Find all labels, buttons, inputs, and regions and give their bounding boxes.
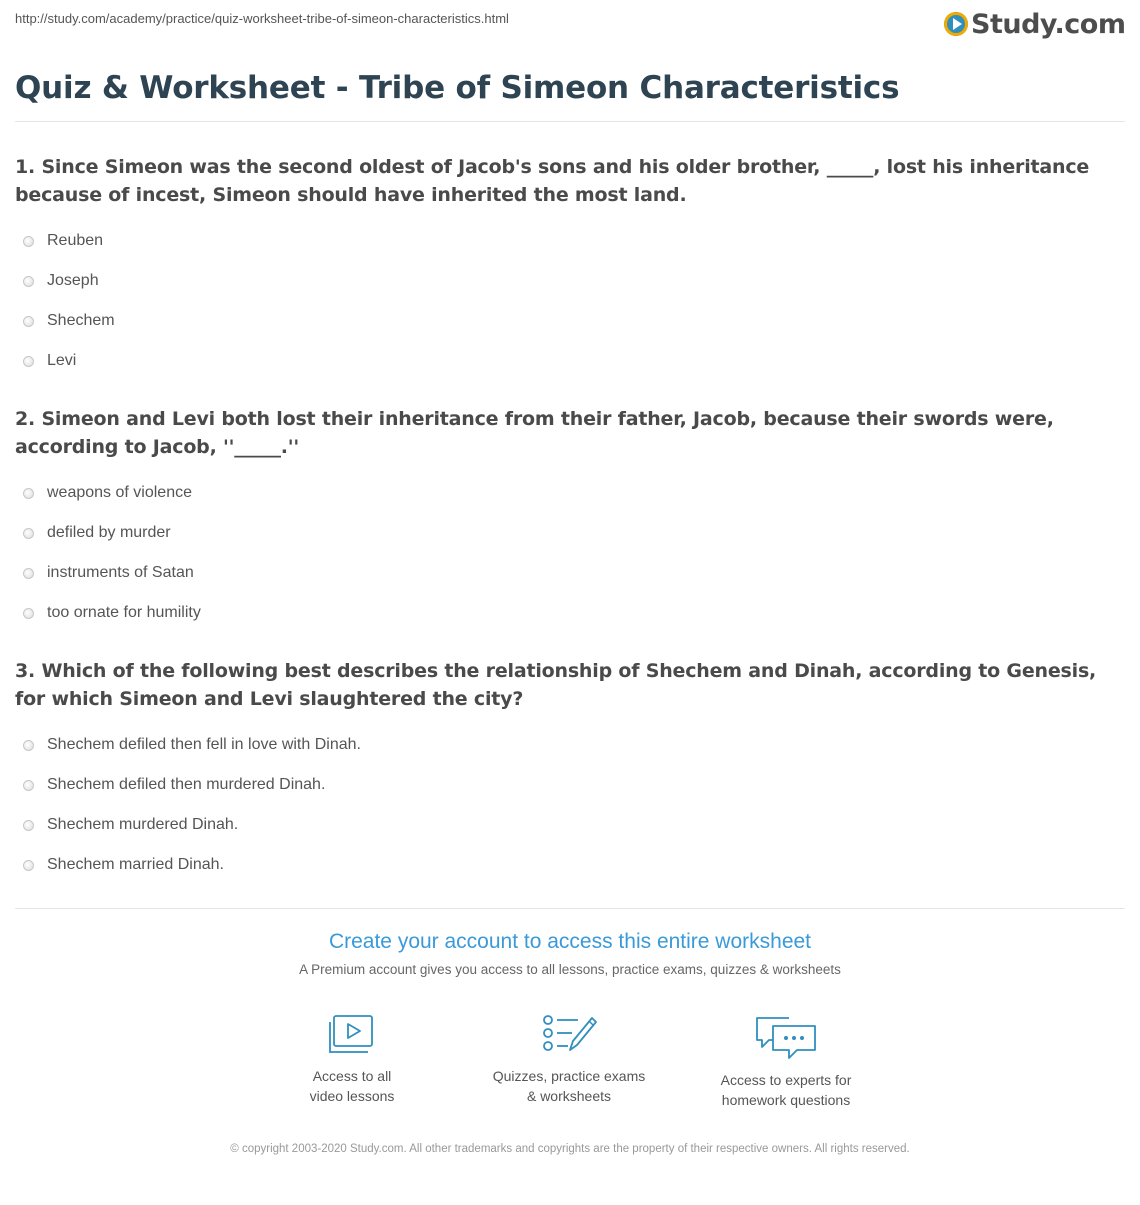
logo-text: Study.com xyxy=(971,8,1126,40)
feature-line: video lessons xyxy=(309,1088,395,1104)
page-title: Quiz & Worksheet - Tribe of Simeon Characteristics xyxy=(15,70,900,106)
section-divider xyxy=(15,908,1125,909)
chat-bubbles-icon xyxy=(753,1012,819,1062)
answer-option[interactable] xyxy=(15,593,1125,633)
radio-icon[interactable] xyxy=(23,488,34,499)
answer-options xyxy=(15,725,1125,885)
feature-line: & worksheets xyxy=(526,1088,612,1104)
answer-options xyxy=(15,221,1125,381)
feature-line: Access to all xyxy=(312,1068,392,1084)
answer-option[interactable] xyxy=(15,513,1125,553)
answer-label: defiled by murder xyxy=(47,524,171,541)
answer-option[interactable] xyxy=(15,725,1125,765)
answer-label: Shechem murdered Dinah. xyxy=(47,816,239,833)
answer-option[interactable] xyxy=(15,845,1125,885)
radio-icon[interactable] xyxy=(23,276,34,287)
radio-icon[interactable] xyxy=(23,820,34,831)
create-account-link[interactable]: Create your account to access this entire worksheet xyxy=(328,930,812,953)
page-url: http://study.com/academy/practice/quiz-worksheet-tribe-of-simeon-characteristics.html xyxy=(15,11,509,26)
radio-icon[interactable] xyxy=(23,780,34,791)
answer-label: Shechem xyxy=(47,312,115,329)
feature-experts xyxy=(686,1012,886,1110)
study-logo[interactable] xyxy=(944,6,1125,42)
question-text: 1. Since Simeon was the second oldest of Jacob's sons and his older brother, _____, lost his inheritance because of incest, Simeon should have inherited the most land. xyxy=(15,156,1090,206)
answer-label: Shechem defiled then fell in love with Dinah. xyxy=(47,736,361,753)
answer-option[interactable] xyxy=(15,301,1125,341)
radio-icon[interactable] xyxy=(23,236,34,247)
answer-option[interactable] xyxy=(15,553,1125,593)
answer-option[interactable] xyxy=(15,473,1125,513)
quiz-checklist-icon xyxy=(540,1012,598,1058)
question-1 xyxy=(15,153,1125,381)
answer-label: Reuben xyxy=(47,232,104,249)
answer-label: weapons of violence xyxy=(47,484,192,501)
question-text: 3. Which of the following best describes the relationship of Shechem and Dinah, according to Genesis, for which Simeon and Levi slaughtered the city? xyxy=(15,660,1097,710)
feature-line: Quizzes, practice exams xyxy=(492,1068,646,1084)
video-lessons-icon xyxy=(324,1012,380,1058)
answer-label: instruments of Satan xyxy=(47,564,194,581)
answer-option[interactable] xyxy=(15,341,1125,381)
answer-option[interactable] xyxy=(15,805,1125,845)
feature-line: Access to experts for xyxy=(720,1072,852,1088)
play-logo-icon xyxy=(944,12,968,36)
radio-icon[interactable] xyxy=(23,356,34,367)
radio-icon[interactable] xyxy=(23,860,34,871)
answer-option[interactable] xyxy=(15,765,1125,805)
premium-description: A Premium account gives you access to all lessons, practice exams, quizzes & worksheets xyxy=(299,962,841,977)
feature-quizzes xyxy=(469,1012,669,1106)
title-divider xyxy=(15,121,1125,122)
radio-icon[interactable] xyxy=(23,568,34,579)
answer-label: too ornate for humility xyxy=(47,604,201,621)
copyright-notice: © copyright 2003-2020 Study.com. All other trademarks and copyrights are the property of their respective owners. All rights reserved. xyxy=(230,1143,910,1155)
answer-label: Joseph xyxy=(47,272,99,289)
answer-label: Shechem married Dinah. xyxy=(47,856,224,873)
feature-line: homework questions xyxy=(721,1092,851,1108)
feature-video-lessons xyxy=(252,1012,452,1106)
answer-label: Levi xyxy=(47,352,77,369)
radio-icon[interactable] xyxy=(23,528,34,539)
question-2 xyxy=(15,405,1125,633)
radio-icon[interactable] xyxy=(23,740,34,751)
radio-icon[interactable] xyxy=(23,316,34,327)
question-text: 2. Simeon and Levi both lost their inheritance from their father, Jacob, because their swords were, according to Jacob, ''_____.'' xyxy=(15,408,1054,458)
answer-option[interactable] xyxy=(15,221,1125,261)
answer-label: Shechem defiled then murdered Dinah. xyxy=(47,776,326,793)
answer-option[interactable] xyxy=(15,261,1125,301)
question-3 xyxy=(15,657,1125,885)
answer-options xyxy=(15,473,1125,633)
radio-icon[interactable] xyxy=(23,608,34,619)
